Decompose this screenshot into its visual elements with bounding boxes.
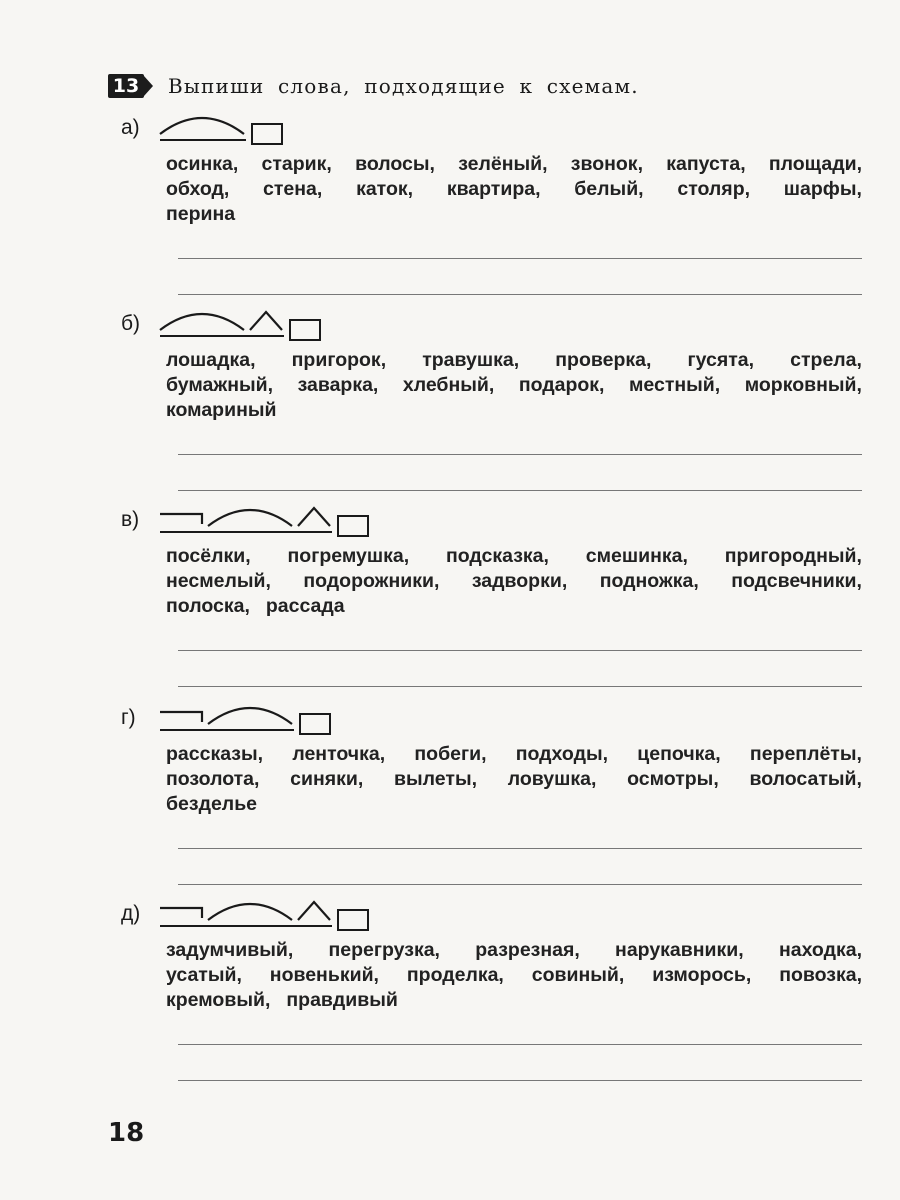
- section-label: г): [121, 706, 136, 729]
- word: проверка,: [555, 349, 652, 371]
- word-line: [166, 792, 862, 817]
- word: перина: [166, 203, 236, 225]
- suffix-mark: [298, 508, 330, 526]
- word: пригородный,: [724, 545, 862, 567]
- answer-writing-line[interactable]: [178, 1080, 862, 1081]
- word-line: [166, 373, 862, 398]
- answer-writing-line[interactable]: [178, 686, 862, 687]
- answer-writing-line[interactable]: [178, 884, 862, 885]
- word: подсвечники,: [731, 570, 862, 592]
- word-list: [166, 348, 862, 423]
- suffix-mark: [298, 902, 330, 920]
- word: заварка,: [297, 374, 379, 396]
- word-line: [166, 963, 862, 988]
- word: каток,: [356, 178, 414, 200]
- word-list: [166, 938, 862, 1013]
- word: звонок,: [570, 153, 643, 175]
- word: проделка,: [406, 964, 504, 986]
- word: травушка,: [422, 349, 520, 371]
- word: осмотры,: [627, 768, 719, 790]
- answer-writing-line[interactable]: [178, 294, 862, 295]
- word: подходы,: [515, 743, 609, 765]
- morpheme-scheme: [150, 304, 410, 346]
- root-mark: [160, 118, 244, 134]
- word-line: [166, 177, 862, 202]
- word: задворки,: [471, 570, 568, 592]
- word-line: [166, 152, 862, 177]
- exercise-number-badge: 13: [108, 74, 144, 98]
- word: подорожники,: [303, 570, 440, 592]
- ending-mark: [252, 124, 282, 144]
- word: посёлки,: [166, 545, 251, 567]
- suffix-mark: [250, 312, 282, 330]
- word: стрела,: [790, 349, 862, 371]
- word: совиный,: [531, 964, 625, 986]
- word: подарок,: [518, 374, 605, 396]
- root-mark: [160, 314, 244, 330]
- answer-writing-line[interactable]: [178, 1044, 862, 1045]
- answer-writing-line[interactable]: [178, 258, 862, 259]
- word: подножка,: [599, 570, 699, 592]
- word: бумажный,: [166, 374, 274, 396]
- ending-mark: [338, 516, 368, 536]
- word-list: [166, 544, 862, 619]
- word: старик,: [261, 153, 332, 175]
- word-line: [166, 767, 862, 792]
- exercise-title: Выпиши слова, подходящие к схемам.: [168, 74, 639, 98]
- word: гусята,: [687, 349, 755, 371]
- page-number: 18: [108, 1118, 145, 1148]
- ending-mark: [290, 320, 320, 340]
- word: белый,: [574, 178, 644, 200]
- word: нарукавники,: [615, 939, 744, 961]
- word: цепочка,: [637, 743, 721, 765]
- prefix-mark: [160, 908, 202, 918]
- ending-mark: [338, 910, 368, 930]
- word: побеги,: [414, 743, 487, 765]
- root-mark: [208, 708, 292, 724]
- word: обход,: [166, 178, 230, 200]
- word-line: [166, 202, 862, 227]
- word: квартира,: [446, 178, 541, 200]
- word: подсказка,: [445, 545, 549, 567]
- word: синяки,: [290, 768, 364, 790]
- answer-writing-line[interactable]: [178, 650, 862, 651]
- root-mark: [208, 510, 292, 526]
- word-line: [166, 569, 862, 594]
- word: позолота,: [166, 768, 260, 790]
- word: кремовый,: [166, 989, 271, 1011]
- word: рассада: [265, 595, 345, 617]
- word-line: [166, 594, 862, 619]
- word: разрезная,: [475, 939, 580, 961]
- word: изморось,: [652, 964, 752, 986]
- word: осинка,: [166, 153, 239, 175]
- word: вылеты,: [394, 768, 478, 790]
- word: правдивый: [286, 989, 398, 1011]
- root-mark: [208, 904, 292, 920]
- word: повозка,: [779, 964, 862, 986]
- word-line: [166, 348, 862, 373]
- word: погремушка,: [287, 545, 410, 567]
- word: волосы,: [355, 153, 435, 175]
- section-label: д): [121, 902, 141, 925]
- word-line: [166, 988, 862, 1013]
- morpheme-scheme: [150, 698, 410, 740]
- word: волосатый,: [749, 768, 862, 790]
- section-label: а): [121, 116, 140, 139]
- word-line: [166, 938, 862, 963]
- prefix-mark: [160, 514, 202, 524]
- word: новенький,: [269, 964, 379, 986]
- word: стена,: [263, 178, 323, 200]
- answer-writing-line[interactable]: [178, 490, 862, 491]
- word-line: [166, 742, 862, 767]
- word: морковный,: [744, 374, 862, 396]
- word: усатый,: [166, 964, 242, 986]
- word: пригорок,: [291, 349, 387, 371]
- answer-writing-line[interactable]: [178, 848, 862, 849]
- word: шарфы,: [783, 178, 862, 200]
- word: ловушка,: [507, 768, 597, 790]
- word-list: [166, 152, 862, 227]
- word: зелёный,: [458, 153, 548, 175]
- section-label: б): [121, 312, 141, 335]
- word: рассказы,: [166, 743, 264, 765]
- ending-mark: [300, 714, 330, 734]
- word: задумчивый,: [166, 939, 294, 961]
- word: несмелый,: [166, 570, 271, 592]
- word: хлебный,: [402, 374, 495, 396]
- morpheme-scheme: [150, 500, 410, 542]
- word: лошадка,: [166, 349, 256, 371]
- word: переплёты,: [749, 743, 862, 765]
- word: смешинка,: [585, 545, 688, 567]
- word: капуста,: [666, 153, 746, 175]
- answer-writing-line[interactable]: [178, 454, 862, 455]
- word: находка,: [778, 939, 862, 961]
- morpheme-scheme: [150, 894, 410, 936]
- word-list: [166, 742, 862, 817]
- word: площади,: [768, 153, 862, 175]
- word: безделье: [166, 793, 258, 815]
- word: комариный: [166, 399, 277, 421]
- word: местный,: [628, 374, 721, 396]
- word-line: [166, 544, 862, 569]
- word-line: [166, 398, 862, 423]
- word: перегрузка,: [328, 939, 440, 961]
- section-label: в): [121, 508, 140, 531]
- word: ленточка,: [292, 743, 386, 765]
- word: столяр,: [677, 178, 751, 200]
- word: полоска,: [166, 595, 250, 617]
- morpheme-scheme: [150, 108, 410, 150]
- prefix-mark: [160, 712, 202, 722]
